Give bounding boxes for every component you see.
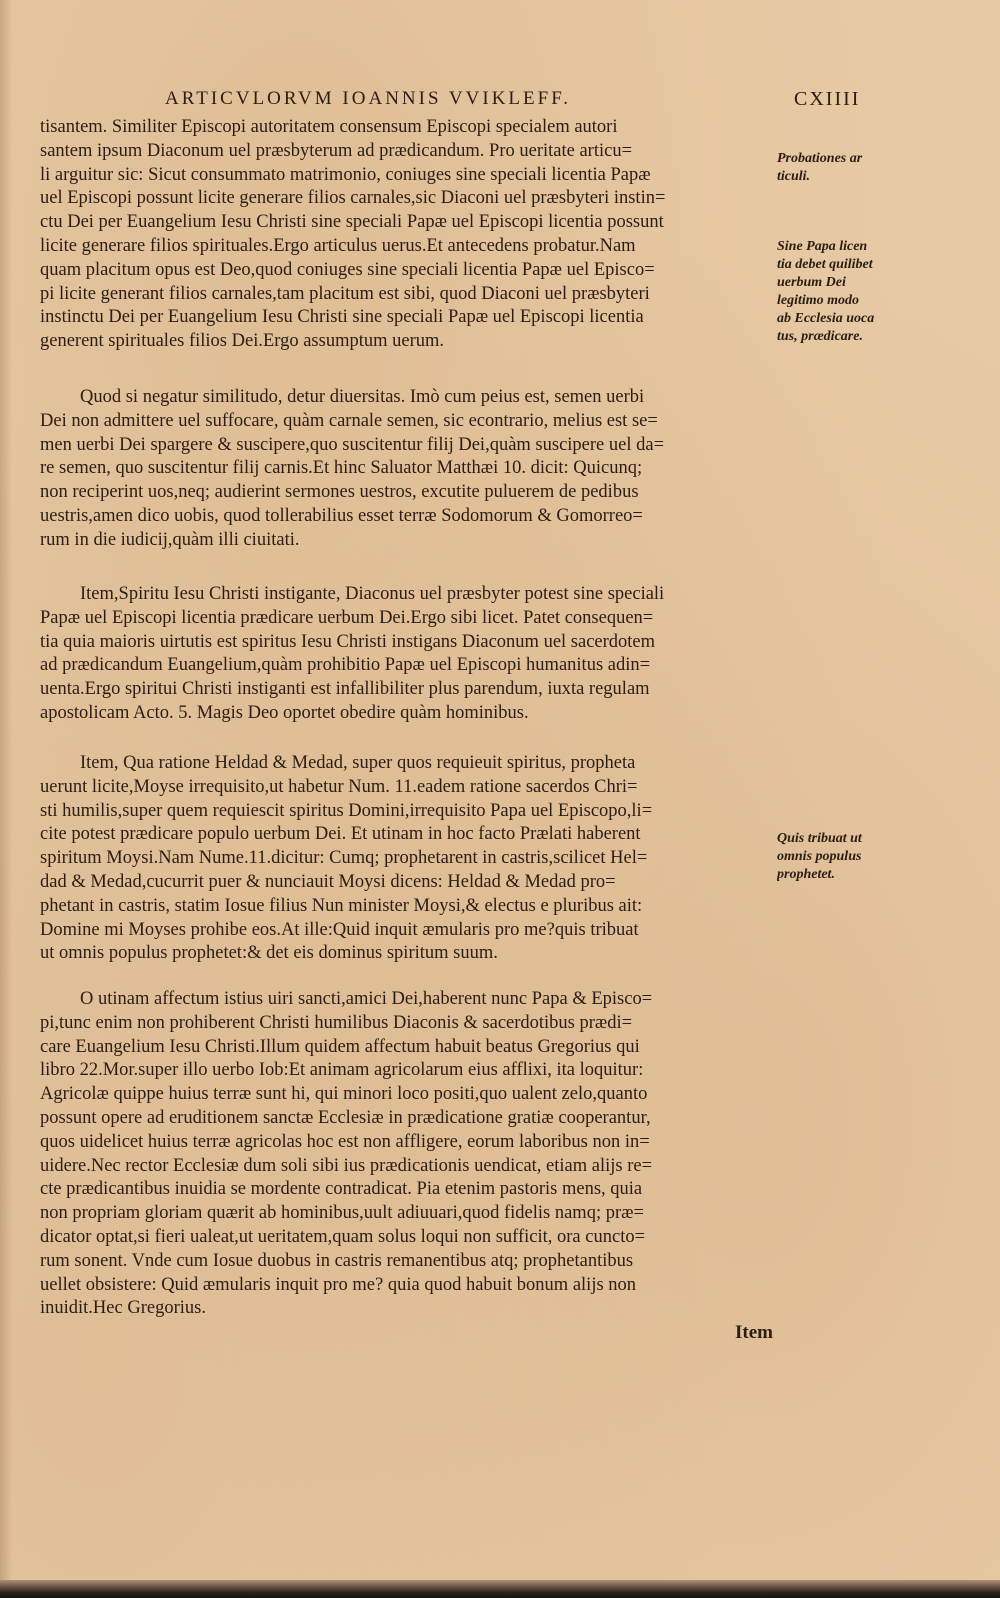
text-line: uel Episcopi possunt licite generare filios carnales,sic Diaconi uel præsbyteri instin= bbox=[40, 188, 666, 209]
paragraph-1 bbox=[40, 116, 775, 354]
text-line: cte prædicantibus inuidia se mordente contradicat. Pia etenim pastoris mens, quia bbox=[40, 1179, 643, 1200]
text-line: uenta.Ergo spiritui Christi instiganti est infallibiliter plus parendum, iuxta regulam bbox=[40, 679, 650, 700]
margin-note-line: Probationes ar bbox=[777, 151, 863, 166]
text-line: Item,Spiritu Iesu Christi instigante, Diaconus uel præsbyter potest sine speciali bbox=[80, 584, 665, 604]
margin-note-line: tia debet quilibet bbox=[777, 257, 873, 272]
text-line: quam placitum opus est Deo,quod coniuges sine speciali licentia Papæ uel Episco= bbox=[40, 259, 655, 280]
text-line: uerunt licite,Moyse irrequisito,ut habetur Num. 11.eadem ratione sacerdos Chri= bbox=[40, 776, 638, 797]
text-line: generent spirituales filios Dei.Ergo assumptum uerum. bbox=[40, 331, 445, 352]
text-line: uestris,amen dico uobis, quod tollerabilius esset terræ Sodomorum & Gomorreo= bbox=[40, 505, 643, 526]
text-line: Item, Qua ratione Heldad & Medad, super quos requieuit spiritus, propheta bbox=[80, 753, 636, 773]
text-line: dicator optat,si fieri ualeat,ut ueritatem,quam solus loqui non sufficit, ora cuncto= bbox=[40, 1226, 646, 1247]
text-line: apostolicam Acto. 5. Magis Deo oportet obedire quàm hominibus. bbox=[40, 702, 529, 723]
margin-note-1 bbox=[777, 150, 897, 186]
text-line: dad & Medad,cucurrit puer & nunciauit Moysi dicens: Heldad & Medad pro= bbox=[40, 871, 616, 892]
text-line: ut omnis populus prophetet:& det eis dominus spiritum suum. bbox=[40, 943, 498, 964]
text-line: Dei non admittere uel suffocare, quàm carnale semen, sic econtrario, melius est se= bbox=[40, 410, 658, 431]
text-line: phetant in castris, statim Iosue filius Nun minister Moysi,& electus e pluribus ait: bbox=[40, 895, 643, 916]
text-line: tisantem. Similiter Episcopi autoritatem consensum Episcopi specialem autori bbox=[40, 117, 618, 137]
text-line: cite potest prædicare populo uerbum Dei. Et utinam in hoc facto Prælati haberent bbox=[40, 824, 641, 845]
text-line: Papæ uel Episcopi licentia prædicare uerbum Dei.Ergo sibi licet. Patet consequen= bbox=[40, 607, 654, 628]
text-line: care Euangelium Iesu Christi.Illum quidem affectum habuit beatus Gregorius qui bbox=[40, 1036, 640, 1057]
text-line: uellet obsistere: Quid æmularis inquit pro me? quia quod habuit bonum alijs non bbox=[40, 1274, 637, 1295]
text-line: rum sonent. Vnde cum Iosue duobus in castris remanentibus atq; prophetantibus bbox=[40, 1250, 634, 1271]
paragraph-3 bbox=[40, 583, 775, 726]
margin-note-line: legitimo modo bbox=[777, 293, 860, 308]
text-line: licite generare filios spirituales.Ergo articulus uerus.Et antecedens probatur.Nam bbox=[40, 235, 636, 256]
text-line: tia quia maioris uirtutis est spiritus Iesu Christi instigans Diaconum uel sacerdotem bbox=[40, 631, 656, 652]
text-line: pi licite generant filios carnales,tam placitum est sibi, quod Diaconi uel præsbyteri bbox=[40, 283, 650, 304]
paragraph-4 bbox=[40, 752, 775, 966]
text-line: O utinam affectum istius uiri sancti,amici Dei,haberent nunc Papa & Episco= bbox=[80, 989, 653, 1009]
text-line: ctu Dei per Euangelium Iesu Christi sine speciali Papæ uel Episcopi licentia possunt bbox=[40, 212, 664, 233]
margin-note-line: ab Ecclesia uoca bbox=[777, 311, 875, 326]
paragraph-2 bbox=[40, 386, 775, 553]
text-line: pi,tunc enim non prohiberent Christi humilibus Diaconis & sacerdotibus prædi= bbox=[40, 1012, 633, 1033]
text-line: sti humilis,super quem requiescit spiritus Domini,irrequisito Papa uel Episcopo,li= bbox=[40, 800, 653, 821]
text-line: quos uidelicet huius terræ agricolas hoc est non affligere, eorum laboribus non in= bbox=[40, 1131, 650, 1152]
text-line: inuidit.Hec Gregorius. bbox=[40, 1298, 206, 1319]
text-line: Quod si negatur similitudo, detur diuersitas. Imò cum peius est, semen uerbi bbox=[80, 387, 645, 407]
margin-note-3 bbox=[777, 830, 897, 884]
text-line: rum in die iudicij,quàm illi ciuitati. bbox=[40, 529, 300, 550]
text-line: re semen, quo suscitentur filij carnis.Et hinc Saluator Matthæi 10. dicit: Quicunq; bbox=[40, 458, 643, 479]
paragraph-5 bbox=[40, 988, 775, 1321]
running-head: ARTICVLORVM IOANNIS VVIKLEFF. bbox=[165, 88, 572, 109]
text-line: Domine mi Moyses prohibe eos.At ille:Quid inquit æmularis pro me?quis tribuat bbox=[40, 919, 639, 940]
text-line: Agricolæ quippe huius terræ sunt hi, qui minori loco positi,quo ualent zelo,quanto bbox=[40, 1084, 648, 1105]
text-line: uidere.Nec rector Ecclesiæ dum soli sibi ius prædicationis uendicat, etiam alijs re= bbox=[40, 1155, 653, 1176]
catchword: Item bbox=[735, 1322, 773, 1343]
text-line: instinctu Dei per Euangelium Iesu Christi sine speciali Papæ uel Episcopi licentia bbox=[40, 307, 644, 328]
margin-note-2 bbox=[777, 238, 897, 346]
margin-note-line: uerbum Dei bbox=[777, 275, 846, 290]
text-line: li arguitur sic: Sicut consummato matrimonio, coniuges sine speciali licentia Papæ bbox=[40, 164, 651, 185]
text-line: possunt opere ad eruditionem sanctæ Ecclesiæ in prædicatione gratiæ cooperantur, bbox=[40, 1107, 651, 1128]
margin-note-line: prophetet. bbox=[777, 867, 835, 882]
page-edge-shadow bbox=[0, 0, 12, 1598]
margin-note-line: Sine Papa licen bbox=[777, 239, 868, 254]
text-line: santem ipsum Diaconum uel præsbyterum ad prædicandum. Pro ueritate articu= bbox=[40, 140, 633, 161]
margin-note-line: Quis tribuat ut bbox=[777, 831, 862, 846]
text-line: ad prædicandum Euangelium,quàm prohibitio Papæ uel Episcopi humanitus adin= bbox=[40, 655, 651, 676]
page-bottom-edge bbox=[0, 1580, 1000, 1598]
text-line: non reciperint uos,neq; audierint sermones uestros, excutite puluerem de pedibus bbox=[40, 482, 639, 503]
text-line: libro 22.Mor.super illo uerbo Iob:Et animam agricolarum eius afflixi, ita loquitur: bbox=[40, 1060, 644, 1081]
margin-note-line: tus, prædicare. bbox=[777, 329, 863, 344]
text-line: men uerbi Dei spargere & suscipere,quo suscitentur filij Dei,quàm suscipere uel da= bbox=[40, 434, 665, 455]
text-line: spiritum Moysi.Nam Nume.11.dicitur: Cumq; prophetarent in castris,scilicet Hel= bbox=[40, 848, 648, 869]
folio-number: CXIIII bbox=[794, 88, 861, 110]
margin-note-line: omnis populus bbox=[777, 849, 862, 864]
text-line: non propriam gloriam quærit ab hominibus,uult adiuuari,quod fidelis namq; præ= bbox=[40, 1203, 644, 1224]
margin-note-line: ticuli. bbox=[777, 169, 811, 184]
